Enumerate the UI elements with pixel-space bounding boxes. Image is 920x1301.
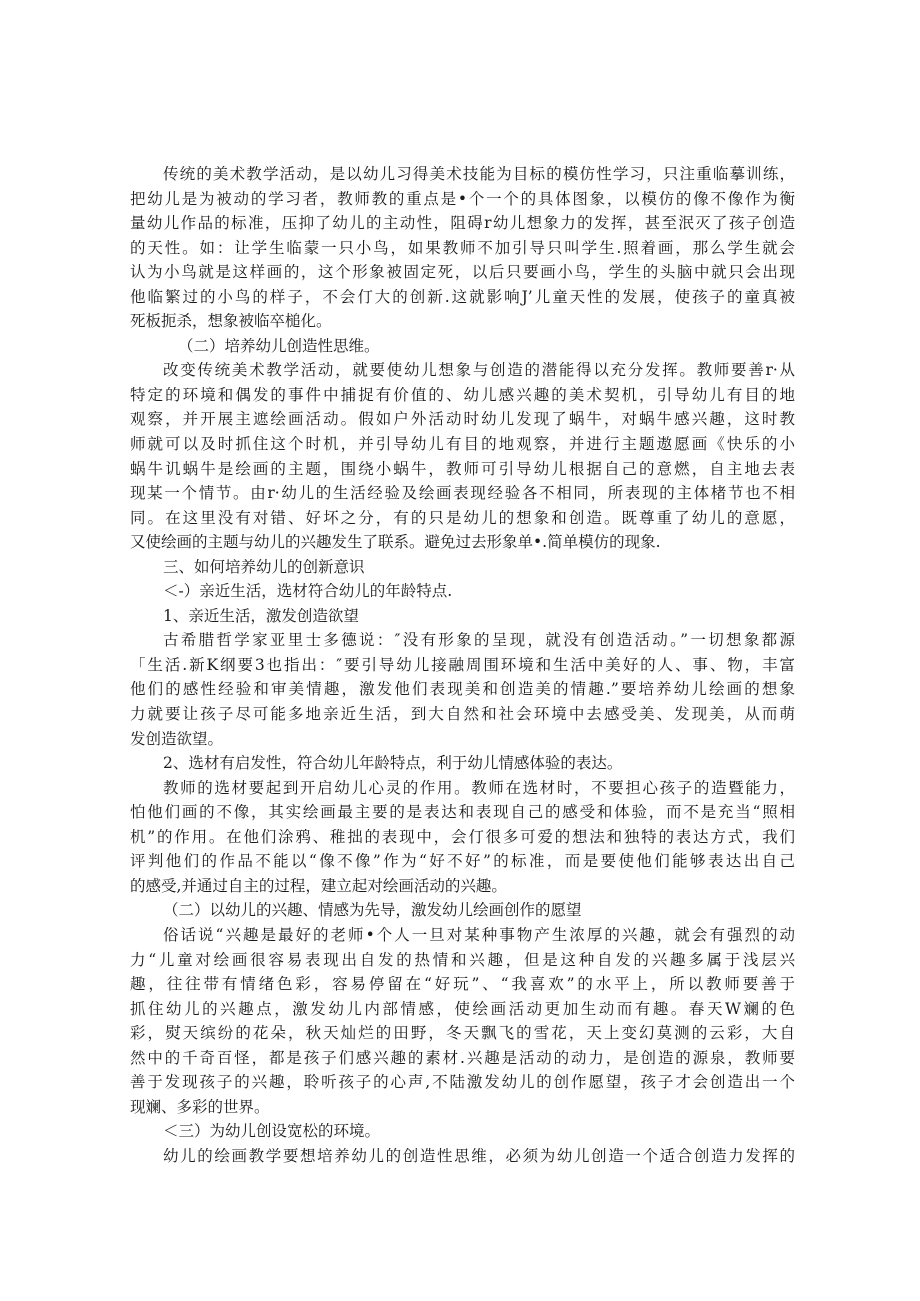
text-line: ＜三）为幼儿创设宽松的环境。 bbox=[163, 1122, 381, 1141]
text-line: 幼儿的绘画教学要想培养幼儿的创造性思维，必须为幼儿创造一个适合创造力发挥的 bbox=[163, 1146, 795, 1165]
text-line: 他们的感性经验和审美情趣，激发他们表现美和创造美的情趣.”要培养幼儿绘画的想象 bbox=[130, 680, 795, 699]
text-line: 死板扼杀，想象被临卒槌化。 bbox=[130, 312, 332, 331]
text-line: 抓住幼儿的兴趣点，激发幼儿内部情感，使绘画活动更加生动而有趣。春天W斓的色 bbox=[130, 999, 795, 1018]
text-line: 师就可以及时抓住这个时机，并引导幼儿有目的地观察，并进行主题遨愿画《快乐的小 bbox=[130, 435, 795, 454]
text-line: 的天性。如：让学生临蒙一只小鸟，如果教师不加引导只叫学生.照着画，那么学生就会 bbox=[130, 238, 795, 257]
text-line: 力就要让孩子尽可能多地亲近生活，到大自然和社会环境中去感受美、发现美，从而萌 bbox=[130, 705, 795, 724]
text-line: 然中的千奇百怪，都是孩子们感兴趣的素材.兴趣是活动的动力，是创造的源泉，教师要 bbox=[130, 1048, 795, 1067]
text-line: 认为小鸟就是这样画的，这个形象被固定死，以后只要画小鸟，学生的头脑中就只会出现 bbox=[130, 263, 795, 282]
text-line: 趣，往往带有情绪色彩，容易停留在“好玩”、“我喜欢”的水平上，所以教师要善于 bbox=[130, 975, 795, 994]
text-line: 观察，并开展主遮绘画活动。假如户外活动时幼儿发现了蜗牛，对蜗牛感兴趣，这时教 bbox=[130, 410, 795, 429]
text-line: 同。在这里没有对错、好坏之分，有的只是幼儿的想象和创造。既尊重了幼儿的意愿， bbox=[130, 508, 795, 527]
text-line: 彩，熨天缤纷的花朵，秋天灿烂的田野，冬天飘飞的雪花，天上变幻莫测的云彩，大自 bbox=[130, 1024, 795, 1043]
text-line: 蜗牛讥蜗牛是绘画的主题，围绕小蜗牛，教师可引导幼儿根据自己的意燃，自主地去表 bbox=[130, 459, 795, 478]
text-line: 古希腊哲学家亚里士多德说：″没有形象的呈现，就没有创造活动。”一切想象都源 bbox=[163, 631, 795, 650]
text-line: （二）培养幼儿创造性思维。 bbox=[178, 336, 380, 355]
text-line: 「生活.新K纲要3也指出：″要引导幼儿接融周围环境和生活中美好的人、事、物，丰富 bbox=[130, 655, 795, 674]
text-line: 改变传统美术教学活动，就要使幼儿想象与创造的潜能得以充分发挥。教师要善r·从 bbox=[163, 361, 795, 380]
text-line: 他临繁过的小鸟的样子，不会仃大的创新.这就影响J’儿童天性的发展，使孩子的童真被 bbox=[130, 287, 795, 306]
text-line: 教师的选材要起到开启幼儿心灵的作用。教师在选材时，不要担心孩子的造暨能力， bbox=[163, 778, 795, 797]
text-line: 善于发现孩子的兴趣，聆听孩子的心声,不陆激发幼儿的创作愿望，孩子才会创造出一个 bbox=[130, 1073, 795, 1092]
text-line: 2、选材有启发性，符合幼儿年龄特点，利于幼儿情感体验的表达。 bbox=[163, 754, 623, 773]
text-line: （二）以幼儿的兴趣、情感为先导，激发幼儿绘画创作的愿望 bbox=[163, 901, 582, 920]
text-line: ＜-）亲近生活，选材符合幼儿的年龄特点. bbox=[163, 582, 453, 601]
text-line: 1、亲近生活，激发创造欲望 bbox=[163, 606, 359, 625]
text-line: 怕他们画的不像，其实绘画最主要的是表达和表现自己的感受和体验，而不是充当“照相 bbox=[130, 803, 795, 822]
text-line: 评判他们的作品不能以“像不像”作为“好不好”的标准，而是要使他们能够表达出自己 bbox=[130, 852, 795, 871]
text-line: 现斓、多彩的世界。 bbox=[130, 1097, 270, 1116]
text-line: 发创造欲望。 bbox=[130, 729, 224, 748]
text-line: 力“儿童对绘画很容易表现出自发的热情和兴趣，但是这种自发的兴趣多属于浅层兴 bbox=[130, 950, 795, 969]
text-line: 俗话说“兴趣是最好的老师•个人一旦对某种事物产生浓厚的兴趣，就会有强烈的动 bbox=[163, 925, 795, 944]
text-line: 机”的作用。在他们涂鸦、稚拙的表现中，会仃很多可爱的想法和独特的表达方式，我们 bbox=[130, 827, 795, 846]
document-body bbox=[130, 162, 795, 1168]
text-line: 把幼儿是为被动的学习者，教师教的重点是•个一个的具体图象，以模仿的像不像作为衡 bbox=[130, 189, 795, 208]
text-line: 特定的环境和偶发的事件中捕捉有价值的、幼儿感兴趣的美术契机，引导幼儿有目的地 bbox=[130, 385, 795, 404]
text-line: 的感受,并通过自主的过程，建立起对绘画活动的兴趣。 bbox=[130, 876, 507, 895]
text-line: 传统的美术教学活动，是以幼儿习得美术技能为目标的模仿性学习，只注重临摹训练， bbox=[163, 165, 795, 183]
text-line: 又使绘画的主题与幼儿的兴趣发生了联系。避免过去形象单•.简单模仿的现象. bbox=[130, 533, 661, 552]
text-line: 三、如何培养幼儿的创新意识 bbox=[163, 557, 365, 576]
text-line: 现某一个情节。由r·幼儿的生活经验及绘画表现经验各不相同，所表现的主体楮节也不相 bbox=[130, 484, 795, 503]
text-line: 量幼儿作品的标准，压抑了幼儿的主动性，阻碍r幼儿想象力的发挥，甚至泯灭了孩子创造 bbox=[130, 214, 795, 233]
